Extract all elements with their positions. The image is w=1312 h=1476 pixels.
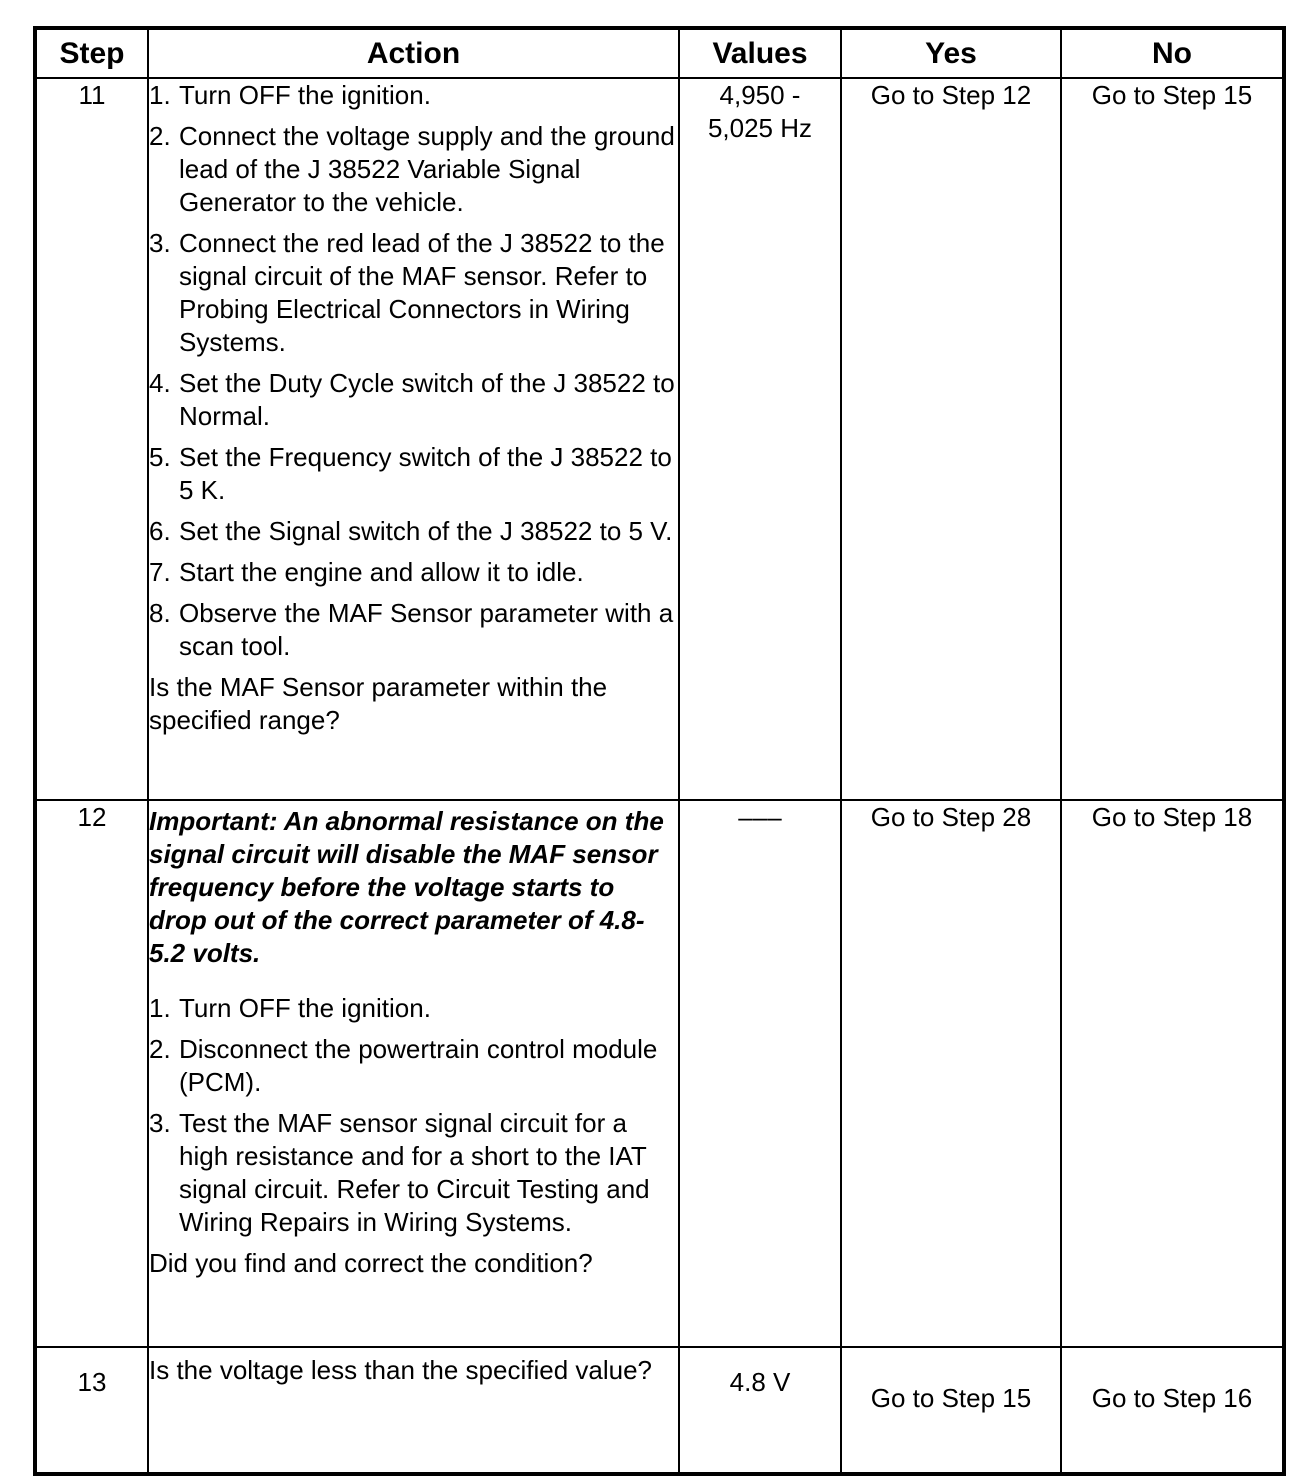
step-text: Turn OFF the ignition. bbox=[179, 993, 431, 1023]
values-cell: 4.8 V bbox=[679, 1347, 841, 1474]
no-goto: Go to Step 18 bbox=[1061, 800, 1284, 1347]
action-step bbox=[149, 367, 678, 433]
header-row bbox=[35, 28, 1284, 78]
step-index: 3. bbox=[149, 228, 171, 258]
header-no: No bbox=[1061, 28, 1284, 78]
action-step bbox=[149, 556, 678, 589]
table-row-step-12 bbox=[35, 800, 1284, 1347]
header-values: Values bbox=[679, 28, 841, 78]
table-row-step-13 bbox=[35, 1347, 1284, 1474]
step-text: Start the engine and allow it to idle. bbox=[179, 557, 584, 587]
values-cell: ––– bbox=[679, 800, 841, 1347]
step-text: Disconnect the powertrain control module (PCM). bbox=[179, 1034, 658, 1097]
header-action: Action bbox=[148, 28, 679, 78]
no-goto: Go to Step 15 bbox=[1061, 78, 1284, 800]
step-text: Observe the MAF Sensor parameter with a scan tool. bbox=[179, 598, 674, 661]
step-index: 2. bbox=[149, 121, 171, 151]
action-step bbox=[149, 227, 678, 359]
yes-goto: Go to Step 28 bbox=[841, 800, 1061, 1347]
step-index: 7. bbox=[149, 557, 171, 587]
diagnostic-table bbox=[33, 26, 1286, 1476]
action-steps bbox=[149, 79, 678, 663]
action-step bbox=[149, 1033, 678, 1099]
action-step bbox=[149, 597, 678, 663]
step-index: 1. bbox=[149, 80, 171, 110]
yes-goto: Go to Step 15 bbox=[841, 1347, 1061, 1474]
yes-goto: Go to Step 12 bbox=[841, 78, 1061, 800]
values-cell bbox=[679, 78, 841, 800]
step-index: 3. bbox=[149, 1108, 171, 1138]
step-number: 11 bbox=[35, 78, 148, 800]
step-index: 8. bbox=[149, 598, 171, 628]
step-text: Connect the red lead of the J 38522 to the signal circuit of the MAF sensor. Refer to Probing Electrical Connectors in Wiring Systems. bbox=[179, 228, 665, 357]
question-text: Is the MAF Sensor parameter within the specified range? bbox=[149, 672, 608, 735]
step-number: 12 bbox=[35, 800, 148, 1347]
action-step bbox=[149, 515, 678, 548]
action-cell bbox=[148, 1347, 679, 1474]
action-step bbox=[149, 79, 678, 112]
action-step bbox=[149, 120, 678, 219]
important-note: Important: An abnormal resistance on the signal circuit will disable the MAF sensor frequency before the voltage starts to drop out of the correct parameter of 4.8-5.2 volts. bbox=[149, 806, 664, 968]
step-index: 6. bbox=[149, 516, 171, 546]
table-row-step-11 bbox=[35, 78, 1284, 800]
values-line: 4,950 - bbox=[719, 80, 801, 110]
step-text: Set the Duty Cycle switch of the J 38522 to Normal. bbox=[179, 368, 675, 431]
action-cell bbox=[148, 800, 679, 1347]
question-text: Did you find and correct the condition? bbox=[149, 1248, 593, 1278]
step-number: 13 bbox=[35, 1347, 148, 1474]
header-step: Step bbox=[35, 28, 148, 78]
step-text: Turn OFF the ignition. bbox=[179, 80, 431, 110]
step-index: 2. bbox=[149, 1034, 171, 1064]
action-step bbox=[149, 1107, 678, 1239]
step-text: Set the Signal switch of the J 38522 to 5 V. bbox=[179, 516, 673, 546]
values-line: 5,025 Hz bbox=[707, 113, 813, 143]
action-steps bbox=[149, 992, 678, 1239]
step-index: 5. bbox=[149, 442, 171, 472]
header-yes: Yes bbox=[841, 28, 1061, 78]
action-step bbox=[149, 441, 678, 507]
no-goto: Go to Step 16 bbox=[1061, 1347, 1284, 1474]
question-text: Is the voltage less than the specified value? bbox=[149, 1355, 652, 1385]
step-text: Test the MAF sensor signal circuit for a high resistance and for a short to the IAT signal circuit. Refer to Circuit Testing and Wiring Repairs in Wiring Systems. bbox=[179, 1108, 650, 1237]
step-index: 1. bbox=[149, 993, 171, 1023]
action-cell bbox=[148, 78, 679, 800]
action-step bbox=[149, 992, 678, 1025]
step-index: 4. bbox=[149, 368, 171, 398]
step-text: Set the Frequency switch of the J 38522 to 5 K. bbox=[179, 442, 672, 505]
step-text: Connect the voltage supply and the ground lead of the J 38522 Variable Signal Generator to the vehicle. bbox=[179, 121, 675, 217]
